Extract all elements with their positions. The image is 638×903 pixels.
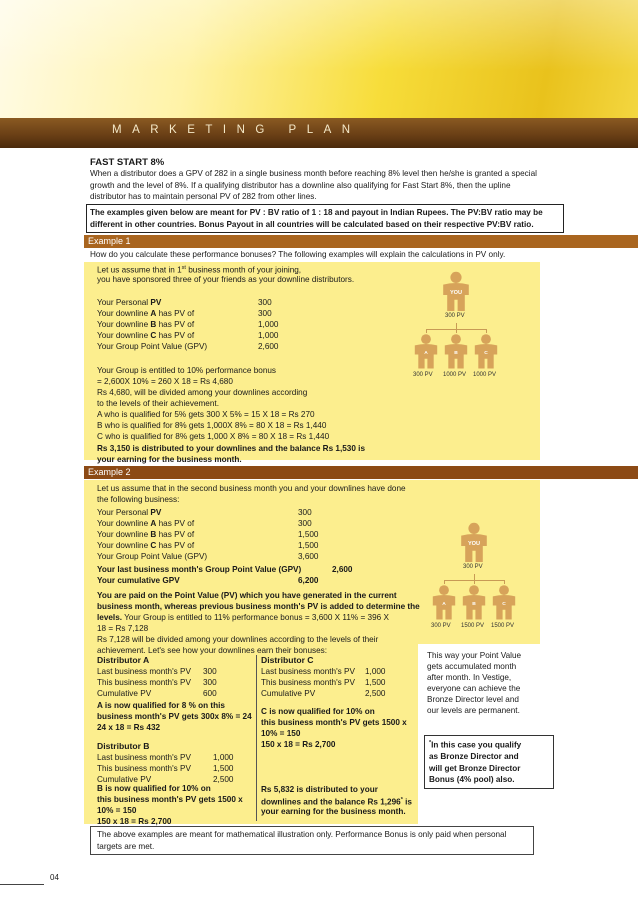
column-divider	[256, 655, 257, 821]
paid-para-line2: business month, whereas previous business month's PV is added to determine the	[97, 602, 420, 611]
a-pv-label: 300 PV	[431, 623, 451, 629]
page-title: MARKETING PLAN	[112, 124, 361, 136]
svg-text:A: A	[442, 601, 446, 607]
pv-row-value: 2,600	[258, 342, 279, 351]
person-you-icon	[458, 522, 490, 562]
summary-line: your earning for the business month.	[97, 455, 242, 464]
calc-line: Your Group is entitled to 10% performance bonus	[97, 366, 277, 375]
person-c-icon	[490, 584, 518, 620]
pv-row-value: 3,600	[298, 552, 319, 561]
pv-row-value: 1,500	[298, 530, 319, 539]
intro-line: Let us assume that in the second business month you and your downlines have done	[97, 484, 406, 493]
para-line: achievement. Let's see how your downlines earn their bonuses:	[97, 646, 328, 655]
person-b-icon	[442, 333, 470, 369]
paid-para-line3: levels. Your Group is entitled to 11% performance bonus = 3,600 X 11% = 396 X	[97, 613, 389, 622]
page-number-rule	[0, 884, 44, 885]
pv-row-label: Your Personal PV	[97, 298, 162, 307]
distributor-row-value: 1,500	[213, 764, 234, 773]
total-line2: downlines and the balance Rs 1,296* is	[261, 797, 412, 807]
side-text-line: Bronze Director level and	[427, 695, 519, 704]
you-pv-label: 300 PV	[445, 313, 465, 319]
example2-header: Example 2	[84, 466, 638, 479]
pv-row-value: 300	[258, 309, 272, 318]
cumulative-gpv-value: 6,200	[298, 576, 319, 585]
pv-row-label: Your Personal PV	[97, 508, 162, 517]
distributor-row-label: This business month's PV	[261, 678, 355, 687]
bronze-director-note: *In this case you qualify as Bronze Director and will get Bronze Director Bonus (4% pool) also.	[424, 735, 554, 789]
example1-intro: How do you calculate these performance bonuses? The following examples will explain the calculations in PV only.	[90, 250, 506, 259]
ratio-note-box: The examples given below are meant for PV : BV ratio of 1 : 18 and payout in Indian Rupees. The PV:BV ratio may be different in other countries. Bonus Payout in all countries will be calculated based on their respective PV:BV ratio.	[86, 204, 564, 233]
pv-row-label: Your Group Point Value (GPV)	[97, 342, 208, 351]
person-c-icon	[472, 333, 500, 369]
svg-text:YOU: YOU	[467, 541, 481, 548]
distributor-row-label: Cumulative PV	[97, 775, 152, 784]
last-gpv-value: 2,600	[332, 565, 353, 574]
b-pv-label: 1500 PV	[461, 623, 485, 629]
example1-assume: Let us assume that in 1st business month of your joining,	[97, 265, 302, 275]
distributor-row-value: 2,500	[365, 689, 386, 698]
distributor-title: Distributor B	[97, 741, 150, 751]
calc-line: B who is qualified for 8% gets 1,000X 8% = 80 X 18 = Rs 1,440	[97, 421, 327, 430]
calc-line: A who is qualified for 5% gets 300 X 5% = 15 X 18 = Rs 270	[97, 410, 315, 419]
para-line: Rs 7,128 will be divided among your downlines according to the levels of their	[97, 635, 379, 644]
pv-row-value: 1,000	[258, 331, 279, 340]
pv-row-value: 1,500	[298, 541, 319, 550]
side-text-line: after month. In Vestige,	[427, 673, 512, 682]
para-line: 18 = Rs 7,128	[97, 624, 149, 633]
calc-line: C who is qualified for 8% gets 1,000 X 8% = 80 X 18 = Rs 1,440	[97, 432, 330, 441]
you-pv-label: 300 PV	[463, 564, 483, 570]
distributor-row-value: 600	[203, 689, 217, 698]
distributor-title: Distributor C	[261, 655, 314, 665]
pv-row-label: Your downline A has PV of	[97, 519, 195, 528]
summary-line: Rs 3,150 is distributed to your downlines and the balance Rs 1,530 is	[97, 444, 365, 453]
distributor-row-value: 1,000	[213, 753, 234, 762]
distributor-row-value: 300	[203, 678, 217, 687]
qualification-line: business month's PV gets 300x 8% = 24	[97, 712, 252, 721]
qualification-line: C is now qualified for 10% on	[261, 707, 375, 716]
pv-row-label: Your downline C has PV of	[97, 541, 195, 550]
side-text-line: everyone can achieve the	[427, 684, 521, 693]
calc-line: Rs 4,680, will be divided among your downlines according	[97, 388, 308, 397]
svg-text:YOU: YOU	[449, 290, 463, 297]
c-pv-label: 1000 PV	[473, 372, 497, 378]
pv-row-label: Your downline C has PV of	[97, 331, 195, 340]
intro-line: the following business:	[97, 495, 180, 504]
c-pv-label: 1500 PV	[491, 623, 515, 629]
example1-header: Example 1	[84, 235, 638, 248]
pv-row-label: Your Group Point Value (GPV)	[97, 552, 208, 561]
distributor-row-label: This business month's PV	[97, 764, 191, 773]
distributor-row-label: Last business month's PV	[261, 667, 355, 676]
svg-text:C: C	[502, 601, 506, 607]
distributor-row-value: 300	[203, 667, 217, 676]
pv-row-value: 1,000	[258, 320, 279, 329]
total-line1: Rs 5,832 is distributed to your	[261, 785, 378, 794]
person-b-icon	[460, 584, 488, 620]
total-line3: your earning for the business month.	[261, 807, 406, 816]
qualification-line: 10% = 150	[97, 806, 137, 815]
distributor-row-label: This business month's PV	[97, 678, 191, 687]
distributor-row-label: Last business month's PV	[97, 753, 191, 762]
pv-row-label: Your downline A has PV of	[97, 309, 195, 318]
qualification-line: 10% = 150	[261, 729, 301, 738]
calc-line: = 2,600X 10% = 260 X 18 = Rs 4,680	[97, 377, 233, 386]
distributor-row-value: 1,000	[365, 667, 386, 676]
a-pv-label: 300 PV	[413, 372, 433, 378]
paid-para-line1: You are paid on the Point Value (PV) which you have generated in the current	[97, 591, 397, 600]
distributor-title: Distributor A	[97, 655, 150, 665]
qualification-line: A is now qualified for 8 % on this	[97, 701, 225, 710]
svg-text:B: B	[454, 350, 458, 356]
pv-row-value: 300	[298, 519, 312, 528]
person-a-icon	[412, 333, 440, 369]
side-text-line: This way your Point Value	[427, 651, 522, 660]
distributor-row-label: Cumulative PV	[97, 689, 152, 698]
person-you-icon	[440, 271, 472, 311]
example1-assume2: you have sponsored three of your friends as your downline distributors.	[97, 275, 355, 284]
fast-start-title: FAST START 8%	[90, 157, 165, 168]
page-number: 04	[50, 873, 59, 882]
qualification-line: 150 x 18 = Rs 2,700	[261, 740, 336, 749]
person-a-icon	[430, 584, 458, 620]
pv-row-label: Your downline B has PV of	[97, 320, 195, 329]
distributor-row-value: 1,500	[365, 678, 386, 687]
calc-line: to the levels of their achievement.	[97, 399, 219, 408]
pv-row-value: 300	[298, 508, 312, 517]
svg-text:C: C	[484, 350, 488, 356]
fast-start-body: When a distributor does a GPV of 282 in a single business month before reaching 8% level then he/she is granted a special growth and the level of 8%. If a qualifying distributor has a downline also qualifying for Fast Start 8%, then the upline distributor has to maintain personal PV of 282 from other lines.	[90, 169, 537, 201]
last-gpv-label: Your last business month's Group Point Value (GPV)	[97, 565, 302, 574]
qualification-line: this business month's PV gets 1500 x	[261, 718, 407, 727]
svg-text:B: B	[472, 601, 476, 607]
qualification-line: this business month's PV gets 1500 x	[97, 795, 243, 804]
svg-text:A: A	[424, 350, 428, 356]
pv-row-label: Your downline B has PV of	[97, 530, 195, 539]
qualification-line: B is now qualified for 10% on	[97, 784, 211, 793]
qualification-line: 150 x 18 = Rs 2,700	[97, 817, 172, 826]
cumulative-gpv-label: Your cumulative GPV	[97, 576, 180, 585]
distributor-row-value: 2,500	[213, 775, 234, 784]
qualification-line: 24 x 18 = Rs 432	[97, 723, 161, 732]
side-text-line: our levels are permanent.	[427, 706, 520, 715]
side-text-line: gets accumulated month	[427, 662, 517, 671]
distributor-row-label: Cumulative PV	[261, 689, 316, 698]
distributor-row-label: Last business month's PV	[97, 667, 191, 676]
disclaimer-box: The above examples are meant for mathematical illustration only. Performance Bonus is only paid when personal targets are met.	[90, 826, 534, 855]
pv-row-value: 300	[258, 298, 272, 307]
b-pv-label: 1000 PV	[443, 372, 467, 378]
